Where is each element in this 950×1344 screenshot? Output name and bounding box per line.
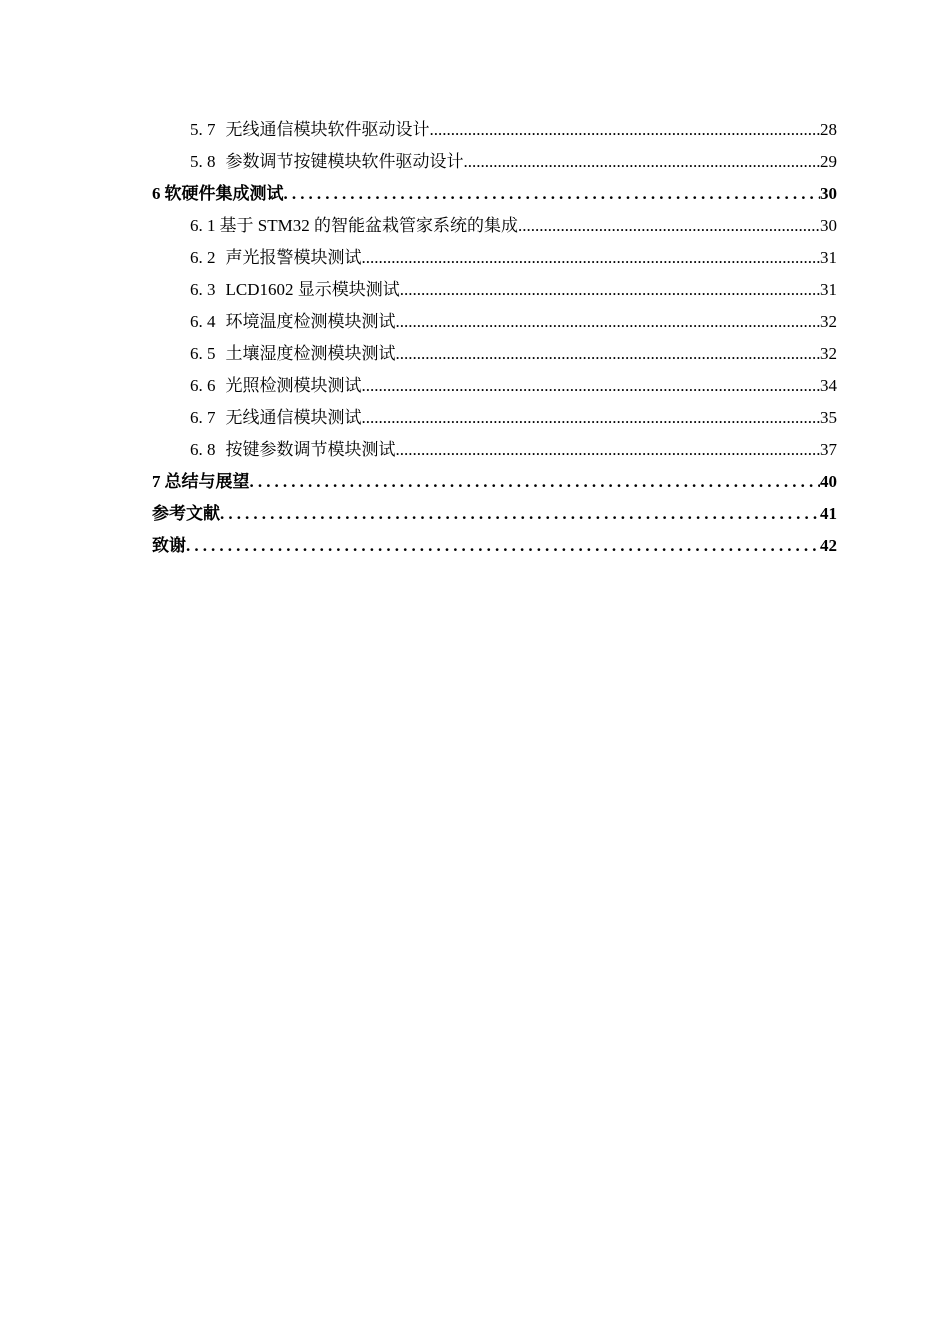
toc-entry-6-8[interactable] xyxy=(152,434,837,466)
toc-entry-title: 参考文献 xyxy=(152,504,220,523)
toc-entry-page: 32 xyxy=(820,312,837,331)
toc-entry-title: 无线通信模块测试 xyxy=(225,408,362,427)
toc-entry-references[interactable] xyxy=(152,498,837,530)
toc-entry-number: 6. 6 xyxy=(190,376,216,395)
toc-entry-6-1[interactable] xyxy=(152,210,837,242)
toc-entry-title: 土壤湿度检测模块测试 xyxy=(225,344,396,363)
toc-entry-page: 40 xyxy=(820,472,837,491)
toc-entry-page: 35 xyxy=(820,408,837,427)
toc-entry-acknowledgements[interactable] xyxy=(152,530,837,562)
toc-entry-number: 6. 2 xyxy=(190,248,216,267)
toc-dot-leader xyxy=(430,114,821,146)
toc-dot-leader xyxy=(400,274,820,306)
toc-entry-title: 光照检测模块测试 xyxy=(225,376,362,395)
toc-entry-page: 32 xyxy=(820,344,837,363)
toc-entry-page: 31 xyxy=(820,280,837,299)
toc-entry-number: 6. 3 xyxy=(190,280,216,299)
toc-entry-chapter-7[interactable] xyxy=(152,466,837,498)
toc-entry-page: 29 xyxy=(820,152,837,171)
toc-entry-6-2[interactable] xyxy=(152,242,837,274)
toc-dot-leader xyxy=(362,370,821,402)
toc-dot-leader xyxy=(518,210,820,242)
toc-entry-title: 基于 STM32 的智能盆栽管家系统的集成 xyxy=(219,216,518,235)
toc-dot-leader xyxy=(284,178,821,210)
toc-entry-page: 30 xyxy=(820,216,837,235)
toc-dot-leader xyxy=(396,306,821,338)
toc-dot-leader xyxy=(186,530,820,562)
toc-entry-6-4[interactable] xyxy=(152,306,837,338)
toc-entry-page: 41 xyxy=(820,504,837,523)
toc-entry-number: 6. 4 xyxy=(190,312,216,331)
toc-entry-5-7[interactable] xyxy=(152,114,837,146)
toc-entry-title: 软硬件集成测试 xyxy=(164,184,284,203)
toc-dot-leader xyxy=(396,434,821,466)
toc-entry-page: 42 xyxy=(820,536,837,555)
toc-entry-title: 无线通信模块软件驱动设计 xyxy=(225,120,430,139)
toc-entry-title: LCD1602 显示模块测试 xyxy=(225,280,400,299)
toc-entry-6-5[interactable] xyxy=(152,338,837,370)
toc-entry-number: 6. 5 xyxy=(190,344,216,363)
toc-entry-number: 6. 1 xyxy=(190,216,216,235)
toc-dot-leader xyxy=(250,466,821,498)
toc-entry-chapter-6[interactable] xyxy=(152,178,837,210)
toc-entry-number: 6. 8 xyxy=(190,440,216,459)
toc-entry-title: 按键参数调节模块测试 xyxy=(225,440,396,459)
toc-entry-title: 声光报警模块测试 xyxy=(225,248,362,267)
toc-entry-title: 参数调节按键模块软件驱动设计 xyxy=(225,152,464,171)
toc-dot-leader xyxy=(220,498,820,530)
toc-entry-title: 致谢 xyxy=(152,536,186,555)
toc-entry-page: 31 xyxy=(820,248,837,267)
toc-dot-leader xyxy=(396,338,821,370)
toc-entry-title: 环境温度检测模块测试 xyxy=(225,312,396,331)
toc-entry-number: 5. 8 xyxy=(190,152,216,171)
toc-entry-number: 5. 7 xyxy=(190,120,216,139)
toc-entry-page: 34 xyxy=(820,376,837,395)
toc-entry-page: 28 xyxy=(820,120,837,139)
toc-dot-leader xyxy=(362,402,821,434)
toc-entry-number: 6 xyxy=(152,184,161,203)
toc-entry-title: 总结与展望 xyxy=(164,472,250,491)
toc-entry-page: 30 xyxy=(820,184,837,203)
toc-dot-leader xyxy=(464,146,821,178)
toc-entry-page: 37 xyxy=(820,440,837,459)
toc-entry-6-3[interactable] xyxy=(152,274,837,306)
toc-entry-6-7[interactable] xyxy=(152,402,837,434)
toc-entry-number: 7 xyxy=(152,472,161,491)
toc-entry-6-6[interactable] xyxy=(152,370,837,402)
toc-dot-leader xyxy=(362,242,821,274)
toc-entry-5-8[interactable] xyxy=(152,146,837,178)
toc-entry-number: 6. 7 xyxy=(190,408,216,427)
table-of-contents xyxy=(152,114,837,562)
